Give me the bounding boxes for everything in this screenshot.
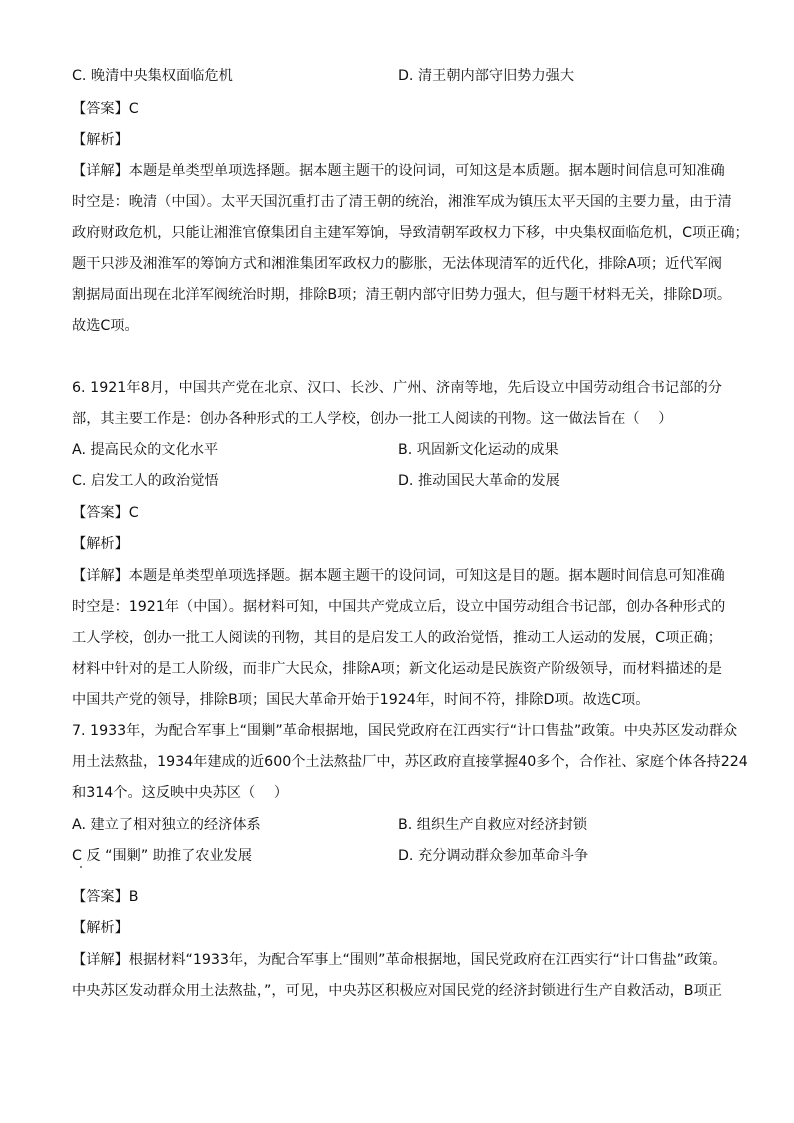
q6-option-a: A. 提高民众的文化水平 xyxy=(72,442,219,458)
q5-detail-line: 政府财政危机，只能让湘淮官僚集团自主建军筹饷，导致清朝军政权力下移，中央集权面临危机，C项正确； xyxy=(72,225,749,241)
q6-option-c: C. 启发工人的政治觉悟 xyxy=(72,473,219,489)
q7-option-b: B. 组织生产自救应对经济封锁 xyxy=(398,817,588,833)
q7-analysis-label: 【解析】 xyxy=(72,920,129,936)
q6-detail-line: 材料中针对的是工人阶级，而非广大民众，排除A项；新文化运动是民族资产阶级领导，而材料描述的是 xyxy=(72,661,722,677)
q7-stem-line: 7. 1933年，为配合军事上“围剿”革命根据地，国民党政府在江西实行“计口售盐”政策。中央苏区发动群众 xyxy=(72,723,738,739)
q6-stem-line: 部，其主要工作是：创办各种形式的工人学校，创办一批工人阅读的刊物。这一做法旨在（ ） xyxy=(72,411,673,427)
stray-dot xyxy=(80,866,82,868)
q5-detail-line: 时空是：晚清（中国）。太平天国沉重打击了清王朝的统治，湘淮军成为镇压太平天国的主要力量，由于清 xyxy=(72,194,732,210)
q5-detail-line: 割据局面出现在北洋军阀统治时期，排除B项；清王朝内部守旧势力强大，但与题干材料无关，排除D项。 xyxy=(72,287,732,303)
q6-option-d: D. 推动国民大革命的发展 xyxy=(398,473,560,489)
q6-answer: 【答案】C xyxy=(72,505,139,521)
q7-detail-line: 【详解】根据材料“1933年，为配合军事上“围则”革命根据地，国民党政府在江西实行“计口售盐”政策。 xyxy=(72,952,727,968)
q6-analysis-label: 【解析】 xyxy=(72,536,129,552)
q7-option-c: C 反 “围剿” 助推了农业发展 xyxy=(72,848,253,864)
q5-detail-line: 题干只涉及湘淮军的筹饷方式和湘淮集团军政权力的膨胀，无法体现清军的近代化，排除A项；近代军阀 xyxy=(72,256,722,272)
q6-stem-line: 6. 1921年8月，中国共产党在北京、汉口、长沙、广州、济南等地，先后设立中国劳动组合书记部的分 xyxy=(72,380,722,396)
q6-detail-line: 中国共产党的领导，排除B项；国民大革命开始于1924年，时间不符，排除D项。故选C项。 xyxy=(72,692,650,708)
q5-detail-line: 【详解】本题是单类型单项选择题。据本题主题干的设问词，可知这是本质题。据本题时间信息可知准确 xyxy=(72,163,725,179)
q7-option-d: D. 充分调动群众参加革命斗争 xyxy=(398,848,589,864)
q5-option-d: D. 清王朝内部守旧势力强大 xyxy=(398,68,575,84)
q5-detail-line: 故选C项。 xyxy=(72,318,139,334)
q7-detail-line: 中央苏区发动群众用土法熬盐，”，可见，中央苏区积极应对国民党的经济封锁进行生产自救活动，B项正 xyxy=(72,983,722,999)
q6-detail-line: 【详解】本题是单类型单项选择题。据本题主题干的设问词，可知这是目的题。据本题时间信息可知准确 xyxy=(72,568,725,584)
q7-stem-line: 和314个。这反映中央苏区（ ） xyxy=(72,785,289,801)
q6-option-b: B. 巩固新文化运动的成果 xyxy=(398,442,559,458)
q6-detail-line: 工人学校，创办一批工人阅读的刊物，其目的是启发工人的政治觉悟，推动工人运动的发展，C项正确； xyxy=(72,630,722,646)
q7-option-a: A. 建立了相对独立的经济体系 xyxy=(72,817,261,833)
q7-stem-line: 用土法熬盐，1934年建成的近600个土法熬盐厂中，苏区政府直接掌握40多个，合作社、家庭个体各持224 xyxy=(72,754,748,770)
q5-option-c: C. 晚清中央集权面临危机 xyxy=(72,68,233,84)
q6-detail-line: 时空是：1921年（中国）。据材料可知，中国共产党成立后，设立中国劳动组合书记部，创办各种形式的 xyxy=(72,599,726,615)
q7-answer: 【答案】B xyxy=(72,889,139,905)
q5-answer: 【答案】C xyxy=(72,101,139,117)
q5-analysis-label: 【解析】 xyxy=(72,132,129,148)
